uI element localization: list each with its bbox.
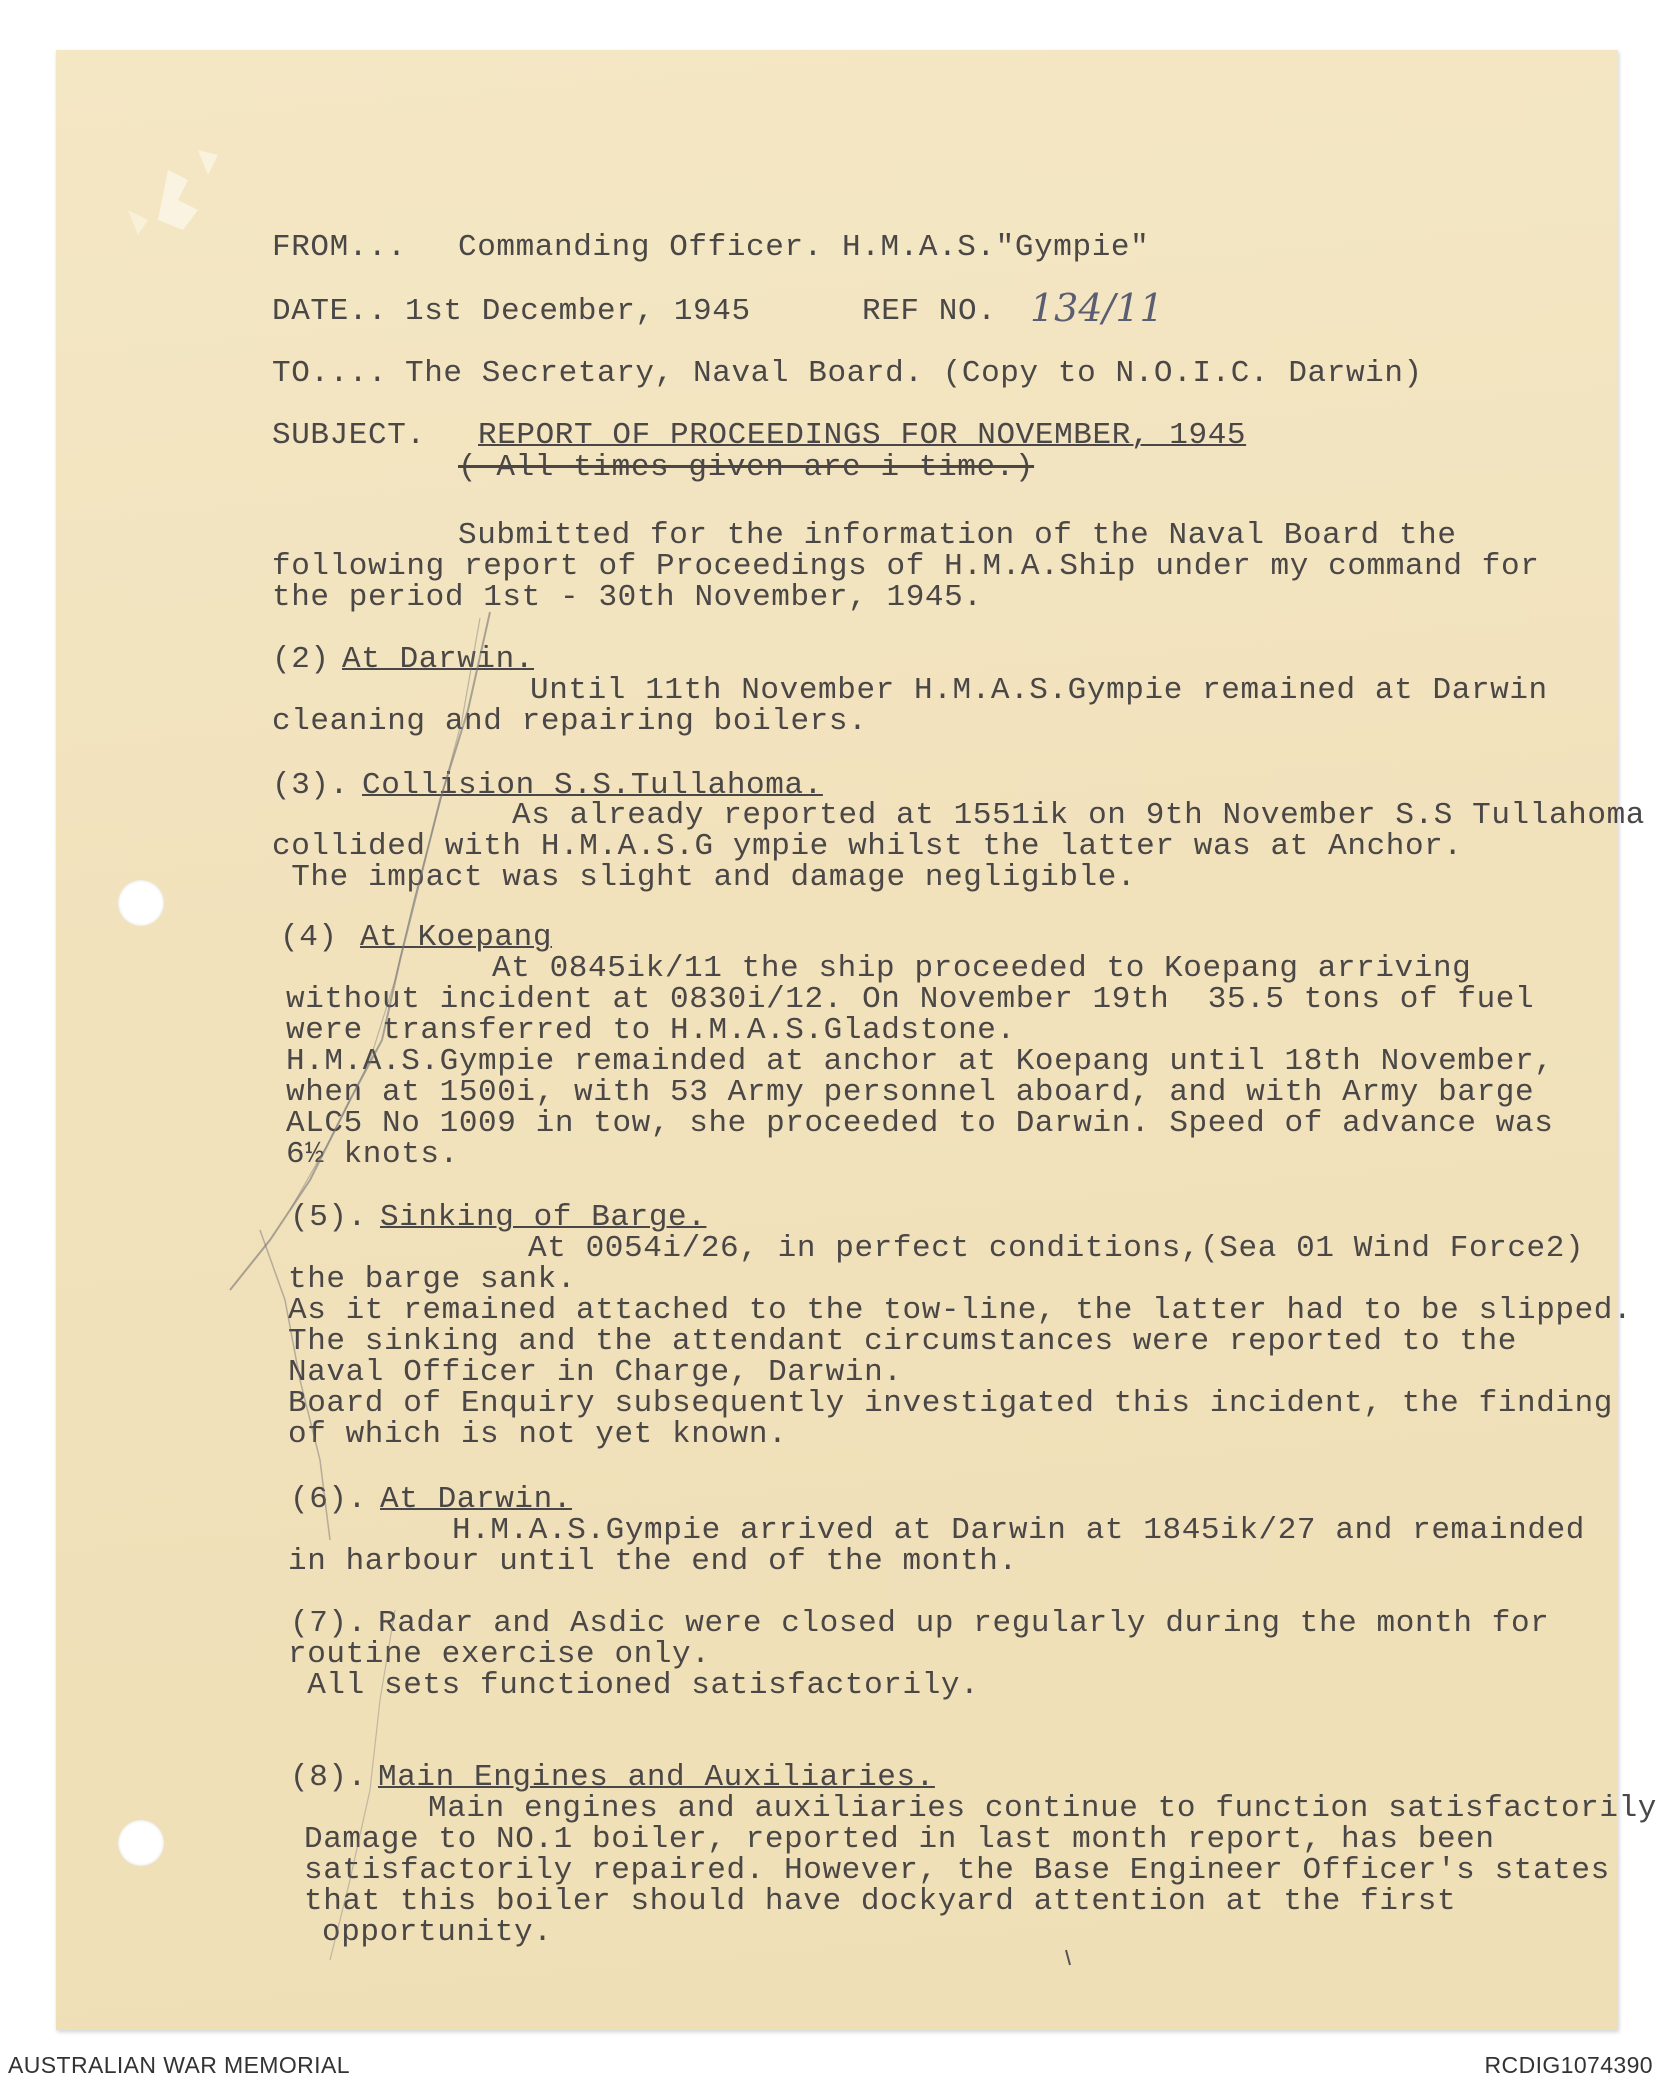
- section-line: The sinking and the attendant circumstances were reported to the: [288, 1324, 1517, 1359]
- date-value: 1st December, 1945: [405, 294, 751, 329]
- section-line: As already reported at 1551ik on 9th November S.S Tullahoma: [512, 798, 1645, 833]
- subject-label: SUBJECT.: [272, 418, 426, 453]
- section-heading: Main Engines and Auxiliaries.: [378, 1760, 935, 1795]
- section-line: when at 1500i, with 53 Army personnel aboard, and with Army barge: [286, 1075, 1535, 1110]
- section-number: (2): [272, 642, 330, 677]
- section-line: 6½ knots.: [286, 1137, 459, 1172]
- subject-value: REPORT OF PROCEEDINGS FOR NOVEMBER, 1945: [478, 418, 1247, 453]
- subject-note: ( All times given are i time.): [458, 450, 1035, 485]
- section-line: ALC5 No 1009 in tow, she proceeded to Darwin. Speed of advance was: [286, 1106, 1554, 1141]
- to-label: TO....: [272, 356, 388, 391]
- section-heading: Collision S.S.Tullahoma.: [362, 768, 823, 803]
- section-line: At 0054i/26, in perfect conditions,(Sea 01 Wind Force2): [528, 1231, 1585, 1266]
- intro-line: following report of Proceedings of H.M.A.Ship under my command for: [272, 549, 1540, 584]
- punch-hole-top: [118, 880, 164, 926]
- section-line: that this boiler should have dockyard attention at the first: [304, 1884, 1457, 1919]
- section-number: (3).: [272, 768, 349, 803]
- section-number: (8).: [290, 1760, 367, 1795]
- section-line: opportunity.: [322, 1915, 553, 1950]
- section-line: in harbour until the end of the month.: [288, 1544, 1018, 1579]
- section-line: At 0845ik/11 the ship proceeded to Koepang arriving: [492, 951, 1472, 986]
- from-value: Commanding Officer. H.M.A.S."Gympie": [458, 230, 1150, 265]
- intro-line: Submitted for the information of the Naval Board the: [458, 518, 1457, 553]
- section-number: (6).: [290, 1482, 367, 1517]
- ref-label: REF NO.: [862, 294, 997, 329]
- section-line: were transferred to H.M.A.S.Gladstone.: [286, 1013, 1016, 1048]
- section-line: As it remained attached to the tow-line, the latter had to be slipped.: [288, 1293, 1633, 1328]
- section-line: satisfactorily repaired. However, the Base Engineer Officer's states: [304, 1853, 1610, 1888]
- section-number: (4): [280, 920, 338, 955]
- section-heading: Sinking of Barge.: [380, 1200, 707, 1235]
- section-heading: At Darwin.: [380, 1482, 573, 1517]
- section-line: H.M.A.S.Gympie arrived at Darwin at 1845ik/27 and remainded: [452, 1513, 1585, 1548]
- section-line: without incident at 0830i/12. On November 19th 35.5 tons of fuel: [286, 982, 1535, 1017]
- ref-number-handwritten: 134/11: [1030, 286, 1164, 330]
- to-value: The Secretary, Naval Board. (Copy to N.O.I.C. Darwin): [405, 356, 1423, 391]
- section-heading: At Koepang: [360, 920, 553, 955]
- section-line: Radar and Asdic were closed up regularly during the month for: [378, 1606, 1550, 1641]
- section-line: The impact was slight and damage negligible.: [272, 860, 1137, 895]
- section-line: collided with H.M.A.S.G ympie whilst the latter was at Anchor.: [272, 829, 1463, 864]
- footer-source: AUSTRALIAN WAR MEMORIAL: [8, 2052, 350, 2078]
- section-line: Naval Officer in Charge, Darwin.: [288, 1355, 903, 1390]
- section-line: Damage to NO.1 boiler, reported in last month report, has been: [304, 1822, 1495, 1857]
- section-heading: At Darwin.: [342, 642, 535, 677]
- section-number: (5).: [290, 1200, 367, 1235]
- section-line: routine exercise only.: [288, 1637, 711, 1672]
- section-line: All sets functioned satisfactorily.: [288, 1668, 980, 1703]
- section-line: H.M.A.S.Gympie remainded at anchor at Koepang until 18th November,: [286, 1044, 1554, 1079]
- section-line: the barge sank.: [288, 1262, 577, 1297]
- footer-reference-id: RCDIG1074390: [1484, 2052, 1653, 2078]
- punch-hole-bottom: [118, 1820, 164, 1866]
- section-line: cleaning and repairing boilers.: [272, 704, 868, 739]
- date-label: DATE..: [272, 294, 388, 329]
- section-line: Board of Enquiry subsequently investigated this incident, the finding: [288, 1386, 1614, 1421]
- from-label: FROM...: [272, 230, 407, 265]
- section-line: Until 11th November H.M.A.S.Gympie remained at Darwin: [530, 673, 1548, 708]
- intro-line: the period 1st - 30th November, 1945.: [272, 580, 983, 615]
- section-line: Main engines and auxiliaries continue to function satisfactorily: [428, 1791, 1657, 1826]
- paper-damage-mark: [98, 110, 258, 290]
- section-line: of which is not yet known.: [288, 1417, 788, 1452]
- section-number: (7).: [290, 1606, 367, 1641]
